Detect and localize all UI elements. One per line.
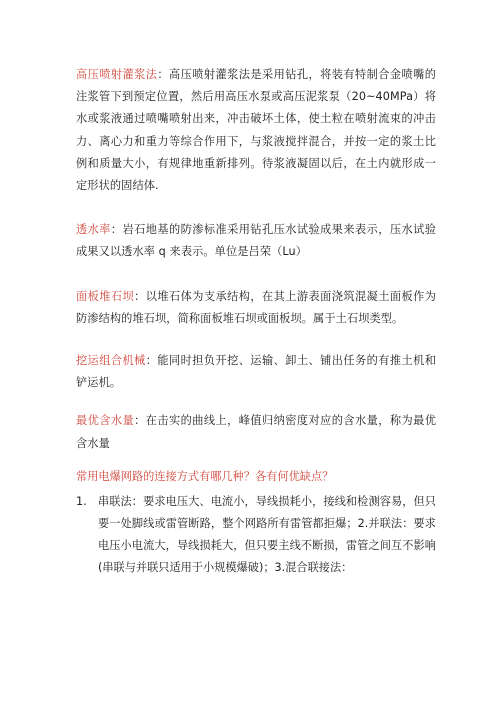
list-item-text: 串联法：要求电压大、电流小，导线损耗小，接线和检测容易，但只要一处脚线或雷管断路，整个网路所有雷管都拒爆；2.并联法：要求电压小电流大，导线损耗大，但只要主线不断损，雷管之间互不影响(串联与并联只适用于小规模爆破)；3.混合联接法：	[98, 494, 436, 575]
paragraph-spacer	[76, 197, 436, 219]
definition-paragraph	[76, 286, 436, 330]
definition-text: 岩石地基的防渗标准采用钻孔压水试验成果来表示，压水试验成果又以透水率 q 来表示。单位是吕荣（Lu）	[76, 223, 436, 259]
paragraph-spacer	[76, 330, 436, 350]
paragraph-spacer	[76, 394, 436, 410]
definition-text: 能同时担负开挖、运输、卸土、铺出任务的有推土机和铲运机。	[76, 354, 436, 390]
definition-term: 最优含水量	[76, 414, 135, 428]
definition-term: 高压喷射灌浆法	[76, 68, 158, 81]
list-item-number: 1.	[76, 494, 87, 508]
definition-paragraph	[76, 64, 436, 197]
definition-paragraph	[76, 350, 436, 394]
list-item	[76, 491, 436, 580]
definition-separator: ：	[110, 223, 123, 237]
definition-separator: ：	[134, 414, 146, 428]
answer-list	[76, 491, 436, 580]
paragraph-spacer	[76, 264, 436, 286]
definition-separator: ：	[145, 354, 158, 368]
definition-paragraph	[76, 219, 436, 263]
definition-separator: ：	[134, 289, 146, 303]
definition-term: 挖运组合机械	[76, 354, 146, 368]
definition-term: 透水率	[76, 223, 111, 237]
definition-term: 面板堆石坝	[76, 289, 135, 303]
definition-text: 以堆石体为支承结构，在其上游表面浇筑混凝土面板作为防渗结构的堆石坝，简称面板堆石坝或面板坝。属于土石坝类型。	[76, 289, 436, 325]
definition-text: 高压喷射灌浆法是采用钻孔，将装有特制合金喷嘴的注浆管下到预定位置，然后用高压水泵或高压泥浆泵（20~40MPa）将水或浆液通过喷嘴喷射出来，冲击破坏土体，使土粒在喷射流束的冲击力、离心力和重力等综合作用下，与浆液搅拌混合，并按一定的浆土比例和质量大小，有规律地重新排列。待浆液凝固以后，在土内就形成一定形状的固结体.	[76, 68, 436, 193]
definition-text: 在击实的曲线上，峰值归纳密度对应的含水量，称为最优含水量	[76, 414, 436, 450]
definition-paragraph	[76, 410, 436, 454]
definition-separator: ：	[157, 68, 169, 81]
question-heading: 常用电爆网路的连接方式有哪几种？各有何优缺点？	[76, 469, 334, 483]
